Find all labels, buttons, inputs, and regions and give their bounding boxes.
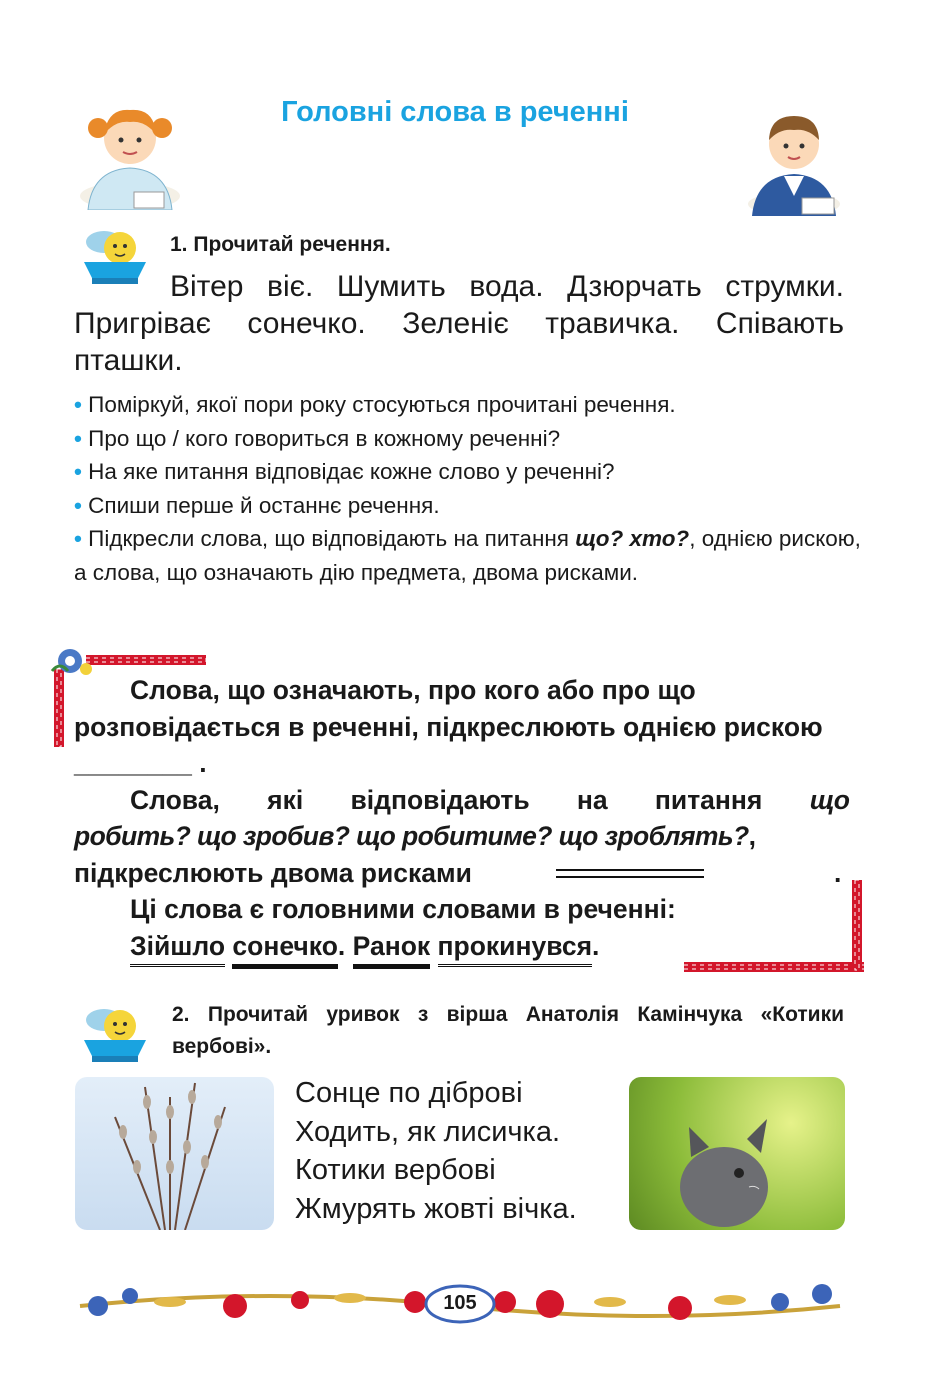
page-number: 105	[443, 1292, 477, 1314]
willow-photo	[75, 1077, 274, 1230]
task-1-questions	[74, 388, 864, 589]
list-item: • Спиши перше й останнє речення.	[74, 492, 440, 518]
task-2-heading: 2. Прочитай уривок з вірша Анатолія Камінчука «Котики вербові».	[172, 1003, 844, 1058]
bullet-icon: •	[74, 392, 82, 417]
list-item: • Підкресли слова, що відповідають на питання що? хто?, однією рискою, а слова, що означають дію предмета, двома рисками.	[74, 526, 861, 585]
double-underline-sample	[556, 869, 704, 878]
reading-icon	[74, 1004, 150, 1066]
list-item: • Про що / кого говориться в кожному реченні?	[74, 425, 561, 451]
rule-paragraph-2-line-3: підкреслюють двома рисками .	[74, 857, 842, 888]
rule-paragraph-2-line-2: робить? що зробив? що робитиме? що зроблять?,	[74, 821, 756, 851]
poem-line: Котики вербові	[295, 1154, 496, 1186]
kitten-photo	[629, 1077, 845, 1230]
list-item: • Поміркуй, якої пори року стосуються прочитані речення.	[74, 392, 676, 417]
reading-text	[74, 268, 844, 379]
list-item: • На яке питання відповідає кожне слово у реченні?	[74, 459, 615, 484]
predicate-word: прокинувся	[438, 928, 593, 968]
rule-paragraph-1: Слова, що означають, про кого або про що розповідається в реченні, підкреслюють однією рискою ________ .	[74, 675, 823, 778]
rule-box	[74, 672, 850, 969]
task-1-heading: 1. Прочитай речення.	[170, 233, 391, 256]
predicate-word: Зійшло	[130, 928, 225, 968]
boy-illustration	[744, 100, 844, 216]
bullet-icon: •	[74, 526, 82, 551]
rule-paragraph-3: Ці слова є головними словами в реченні:	[130, 894, 676, 924]
rule-paragraph-2-line-1: Слова, які відповідають на питання що	[130, 784, 850, 815]
subject-word: Ранок	[353, 928, 431, 970]
page-title: Головні слова в реченні	[281, 96, 629, 128]
bullet-icon: •	[74, 492, 82, 518]
poem-line: Сонце по діброві	[295, 1077, 523, 1109]
reading-sentences: Вітер віє. Шумить вода. Дзюрчать струмки. Пригріває сонечко. Зеленіє травичка. Співають пташки.	[74, 270, 844, 377]
question-words: що? хто?	[575, 526, 690, 551]
rule-example: Зійшло сонечко. Ранок прокинувся.	[74, 928, 850, 970]
poem-line: Ходить, як лисичка.	[295, 1115, 561, 1148]
poem	[295, 1074, 577, 1228]
subject-word: сонечко	[232, 928, 338, 970]
bullet-icon: •	[74, 459, 82, 484]
poem-line: Жмурять жовті вічка.	[295, 1192, 577, 1225]
bullet-icon: •	[74, 425, 82, 451]
